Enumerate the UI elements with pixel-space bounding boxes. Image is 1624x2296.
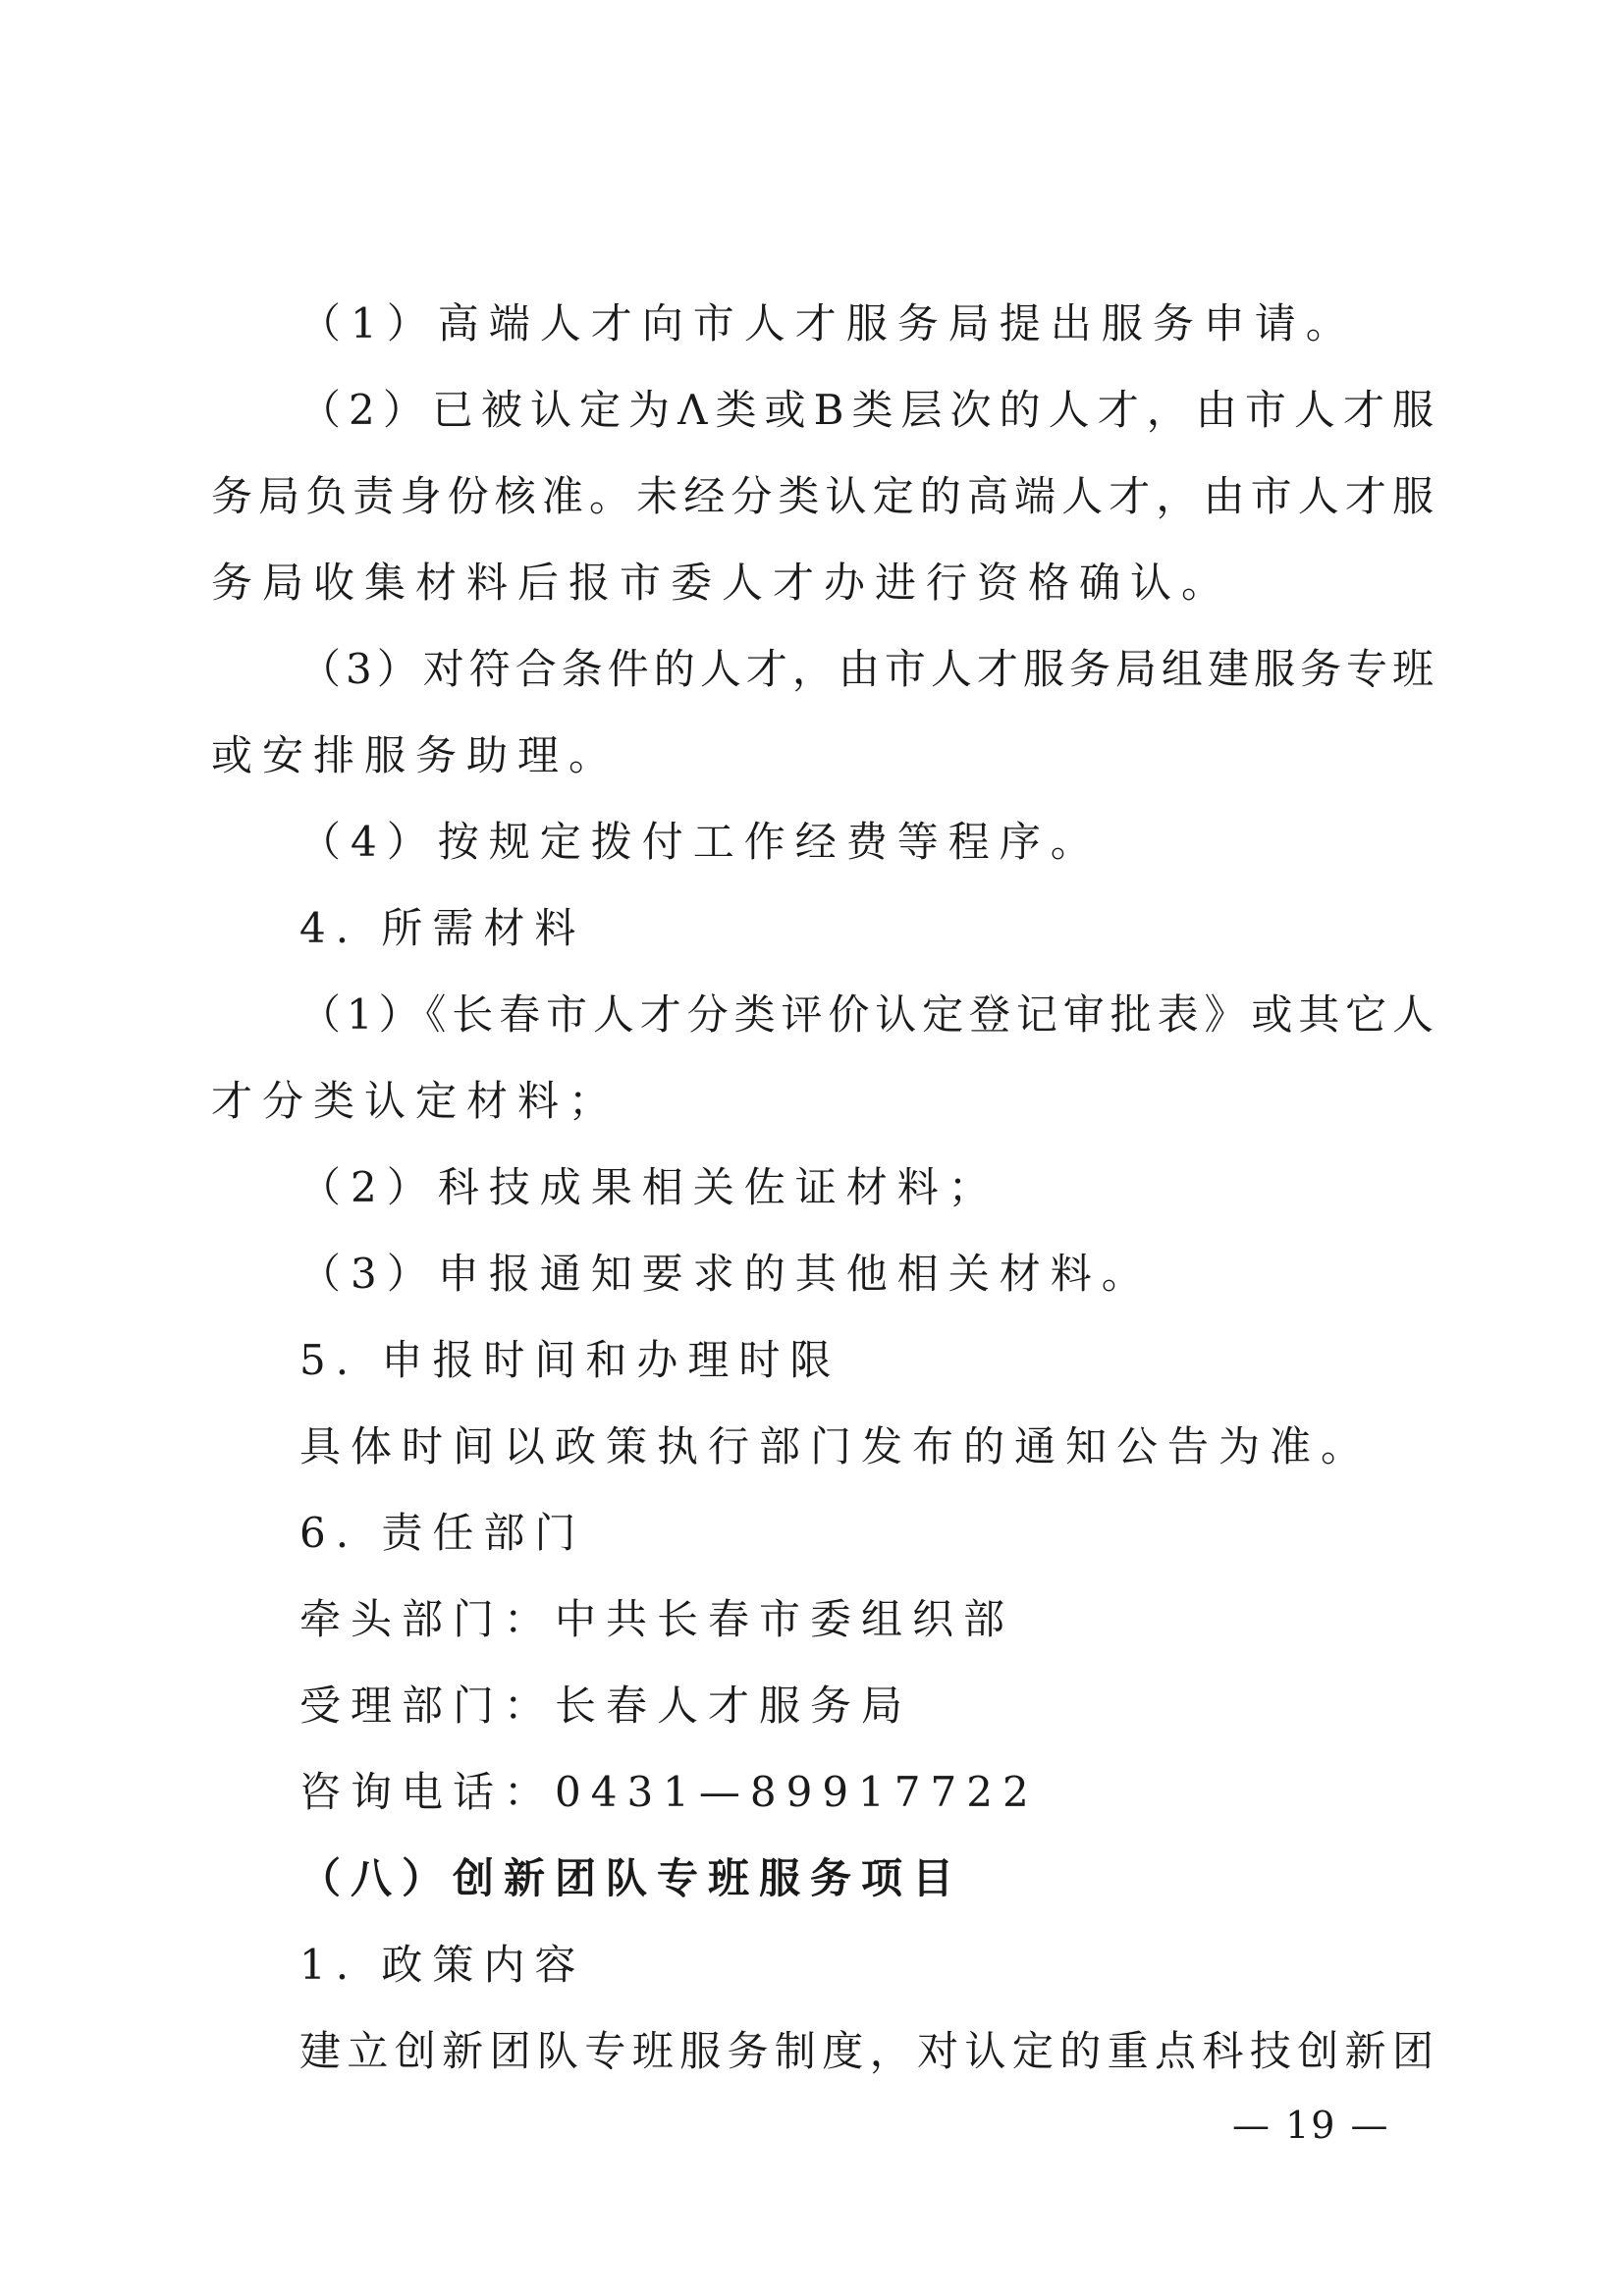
step-3-paragraph-line-1: （3）对符合条件的人才，由市人才服务局组建服务专班	[299, 645, 1434, 693]
policy-content-paragraph: 建立创新团队专班服务制度，对认定的重点科技创新团	[299, 2027, 1434, 2075]
section-heading-time-limits: 5. 申报时间和办理时限	[299, 1336, 841, 1384]
accepting-department: 受理部门：长春人才服务局	[299, 1682, 913, 1730]
step-4-paragraph: （4）按规定拨付工作经费等程序。	[299, 818, 1102, 866]
step-3-paragraph-line-2: 或安排服务助理。	[211, 731, 621, 779]
material-3: （3）申报通知要求的其他相关材料。	[299, 1250, 1153, 1298]
material-2: （2）科技成果相关佐证材料；	[299, 1163, 1000, 1211]
section-heading-departments: 6. 责任部门	[299, 1509, 586, 1557]
lead-department: 牵头部门：中共长春市委组织部	[299, 1595, 1015, 1643]
section-heading-policy-content: 1. 政策内容	[299, 1941, 586, 1989]
step-2-paragraph-line-1: （2）已被认定为Λ类或B类层次的人才，由市人才服	[299, 386, 1434, 434]
section-heading-materials: 4. 所需材料	[299, 904, 586, 952]
page-number: — 19 —	[1232, 2104, 1390, 2147]
step-2-paragraph-line-3: 务局收集材料后报市委人才办进行资格确认。	[211, 559, 1233, 607]
material-1-line-1: （1）《长春市人才分类评价认定登记审批表》或其它人	[299, 990, 1434, 1039]
time-limit-paragraph: 具体时间以政策执行部门发布的通知公告为准。	[299, 1422, 1373, 1470]
step-1-paragraph: （1）高端人才向市人才服务局提出服务申请。	[299, 299, 1357, 347]
material-1-line-2: 才分类认定材料；	[211, 1077, 621, 1125]
section-heading-innovation-team: （八）创新团队专班服务项目	[299, 1854, 964, 1902]
step-2-paragraph-line-2: 务局负责身份核准。未经分类认定的高端人才，由市人才服	[211, 472, 1434, 520]
consult-phone: 咨询电话：0431—89917722	[299, 1768, 1039, 1816]
